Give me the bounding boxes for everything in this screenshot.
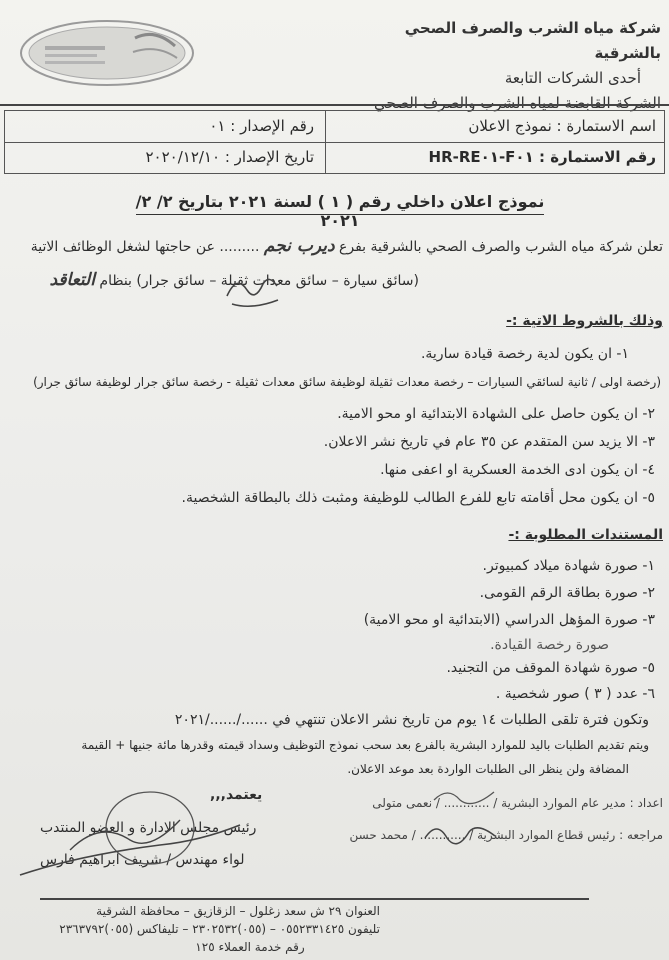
company-name: شركة مياه الشرب والصرف الصحي بالشرقية bbox=[404, 19, 661, 62]
intro-after: عن حاجتها لشغل الوظائف الاتية bbox=[30, 239, 215, 255]
reviewed-by: مراجعه : رئيس قطاع الموارد البشرية / ............ / محمد حسن bbox=[349, 828, 663, 842]
handwritten-scribble bbox=[222, 268, 292, 312]
footer-hotline: رقم خدمة العملاء ۱۲٥ bbox=[195, 940, 305, 954]
affiliate-note: أحدى الشركات التابعة bbox=[504, 69, 641, 87]
prepared-by: اعداد : مدير عام الموارد البشرية / ............ / نعمى متولى bbox=[372, 796, 663, 810]
documents-heading: المستندات المطلوبة :- bbox=[508, 527, 663, 543]
footer-address: العنوان ۲۹ ش سعد زغلول – الزقازيق – محافظة الشرقية bbox=[96, 904, 380, 918]
chairman-name: لواء مهندس / شريف ابراهيم فارس bbox=[40, 852, 245, 868]
condition-4: ٤- ان يكون ادى الخدمة العسكرية او اعفى منها. bbox=[380, 462, 655, 478]
form-info-table bbox=[4, 110, 665, 174]
document-4: صورة رخصة القيادة. bbox=[490, 637, 609, 653]
condition-5: ٥- ان يكون محل أقامته تابع للفرع الطالب للوظيفة ومثبت ذلك بالبطاقة الشخصية. bbox=[181, 490, 655, 506]
intro-line: تعلن شركة مياه الشرب والصرف الصحي بالشرقية بفرع ديرب نجم ......... عن حاجتها لشغل الوظائف الاتية bbox=[30, 236, 663, 256]
holding-company: الشركة القابضة لمياه الشرب والصرف الصحي bbox=[374, 94, 661, 112]
preparer-signature bbox=[430, 782, 500, 808]
form-number: رقم الاستمارة : HR-RE۰۱-F۰۱ bbox=[428, 148, 656, 166]
announcement-title: نموذج اعلان داخلي رقم ( ۱ ) لسنة ۲۰۲۱ بتاريخ ۲/ ۲/ ۲۰۲۱ bbox=[135, 192, 545, 230]
reviewer-signature bbox=[420, 818, 500, 852]
condition-3: ۳- الا يزيد سن المتقدم عن ۳٥ عام في تاريخ نشر الاعلان. bbox=[323, 434, 655, 450]
document-3: ۳- صورة المؤهل الدراسي (الابتدائية او محو الامية) bbox=[363, 612, 655, 628]
document-5: ٥- صورة شهادة الموقف من التجنيد. bbox=[446, 660, 655, 676]
conditions-heading: وذلك بالشروط الاتية :- bbox=[506, 313, 663, 329]
issue-date: تاريخ الإصدار : ۲۰۲۰/۱۲/۱۰ bbox=[145, 148, 314, 166]
system-handwritten: التعاقد bbox=[49, 270, 95, 290]
note-deadline: المضافة ولن ينظر الى الطلبات الواردة بعد موعد الاعلان. bbox=[347, 762, 629, 776]
jobs-list: (سائق سيارة – سائق معدات ثقيلة – سائق جرار) بنظام bbox=[99, 273, 419, 289]
approved-label: يعتمد,,, bbox=[210, 787, 263, 803]
document-6: ٦- عدد ( ۳ ) صور شخصية . bbox=[495, 686, 655, 702]
company-logo bbox=[15, 18, 199, 88]
intro-before: تعلن شركة مياه الشرب والصرف الصحي بالشرقية بفرع bbox=[338, 239, 663, 255]
document-1: ۱- صورة شهادة ميلاد كمبيوتر. bbox=[482, 558, 655, 574]
condition-1: ۱- ان يكون لدية رخصة قيادة سارية. bbox=[420, 346, 629, 362]
footer-divider bbox=[40, 898, 589, 900]
branch-handwritten: ديرب نجم bbox=[263, 236, 335, 256]
condition-1-detail: (رخصة اولى / ثانية لسائقي السيارات – رخصة معدات ثقيلة لوظيفة سائق معدات ثقيلة - رخصة سائق جرار لوظيفة سائق جرار) bbox=[33, 375, 661, 389]
condition-2: ۲- ان يكون حاصل على الشهادة الابتدائية او محو الامية. bbox=[337, 406, 655, 422]
form-name: اسم الاستمارة : نموذج الاعلان bbox=[468, 117, 656, 135]
chairman-signature bbox=[10, 780, 250, 890]
letterhead bbox=[361, 16, 661, 116]
chairman-title: رئيس مجلس الادارة و العضو المنتدب bbox=[40, 820, 257, 836]
issue-number: رقم الإصدار : ۰۱ bbox=[209, 117, 314, 135]
footer-phones: تليفون ۰٥٥۲۳۳۱٤۲٥ – (۰٥٥)۲۳۰۲٥۳۲ – تليفاكس (۰٥٥)۲۳٦۳۷۹۲ bbox=[59, 922, 380, 936]
note-submission: ويتم تقديم الطلبات باليد للموارد البشرية بالفرع بعد سحب نموذج التوظيف وسداد قيمته وقدرها مائة جنيها + القيمة bbox=[81, 738, 649, 752]
document-2: ۲- صورة بطاقة الرقم القومى. bbox=[479, 585, 655, 601]
note-period: وتكون فترة تلقى الطلبات ۱٤ يوم من تاريخ نشر الاعلان تنتهي في ....../....../۲۰۲۱ bbox=[174, 712, 649, 728]
header-divider bbox=[0, 104, 669, 106]
title-underline bbox=[136, 214, 544, 215]
